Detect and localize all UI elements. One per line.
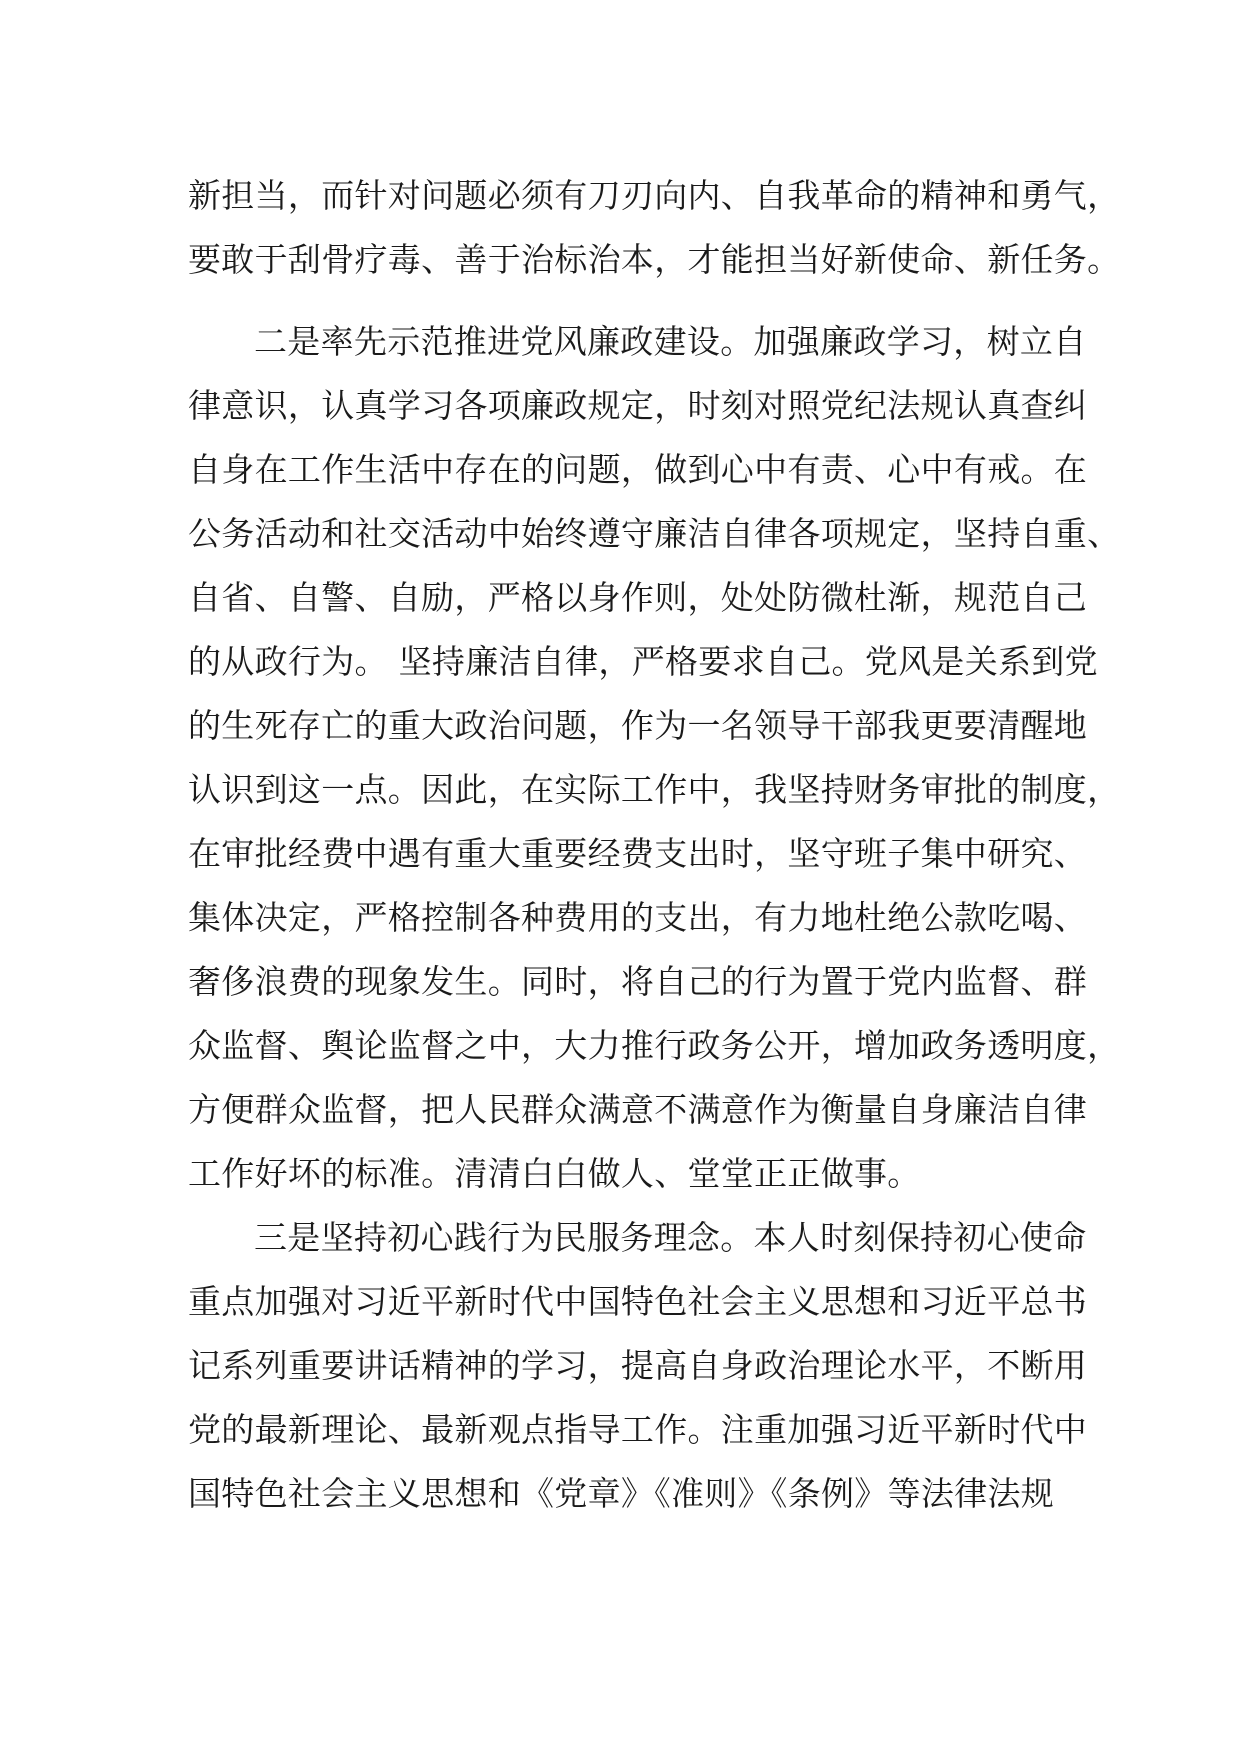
- paragraph-spacer: [188, 292, 1078, 310]
- text-line: 新担当，而针对问题必须有刀刃向内、自我革命的精神和勇气，: [188, 176, 1121, 215]
- text-line: 的生死存亡的重大政治问题，作为一名领导干部我更要清醒地: [188, 706, 1088, 745]
- paragraph-2: [188, 310, 1121, 1206]
- text-line: 律意识，认真学习各项廉政规定，时刻对照党纪法规认真查纠: [188, 386, 1088, 425]
- text-line: 记系列重要讲话精神的学习，提高自身政治理论水平，不断用: [188, 1346, 1088, 1385]
- text-line: 公务活动和社交活动中始终遵守廉洁自律各项规定，坚持自重、: [188, 514, 1121, 553]
- text-line: 奢侈浪费的现象发生。同时，将自己的行为置于党内监督、群: [188, 962, 1088, 1001]
- text-line: 党的最新理论、最新观点指导工作。注重加强习近平新时代中: [188, 1410, 1088, 1449]
- document-body: [188, 164, 1121, 1526]
- text-line: 自省、自警、自励，严格以身作则，处处防微杜渐，规范自己: [188, 578, 1088, 617]
- text-line: 三是坚持初心践行为民服务理念。本人时刻保持初心使命: [254, 1218, 1087, 1257]
- text-line: 方便群众监督，把人民群众满意不满意作为衡量自身廉洁自律: [188, 1090, 1088, 1129]
- text-line: 自身在工作生活中存在的问题，做到心中有责、心中有戒。在: [188, 450, 1088, 489]
- text-line: 在审批经费中遇有重大重要经费支出时，坚守班子集中研究、: [188, 834, 1088, 873]
- text-line: 重点加强对习近平新时代中国特色社会主义思想和习近平总书: [188, 1282, 1088, 1321]
- text-line: 国特色社会主义思想和《党章》《准则》《条例》等法律法规: [188, 1474, 1055, 1513]
- text-line: 的从政行为。 坚持廉洁自律，严格要求自己。党风是关系到党: [188, 642, 1098, 681]
- text-line: 二是率先示范推进党风廉政建设。加强廉政学习，树立自: [254, 322, 1087, 361]
- text-line: 工作好坏的标准。清清白白做人、堂堂正正做事。: [188, 1154, 921, 1193]
- paragraph-3: [188, 1206, 1088, 1526]
- text-line: 集体决定，严格控制各种费用的支出，有力地杜绝公款吃喝、: [188, 898, 1088, 937]
- text-line: 众监督、舆论监督之中，大力推行政务公开，增加政务透明度，: [188, 1026, 1121, 1065]
- paragraph-1: [188, 164, 1121, 292]
- text-line: 要敢于刮骨疗毒、善于治标治本，才能担当好新使命、新任务。: [188, 240, 1121, 279]
- text-line: 认识到这一点。因此，在实际工作中，我坚持财务审批的制度，: [188, 770, 1121, 809]
